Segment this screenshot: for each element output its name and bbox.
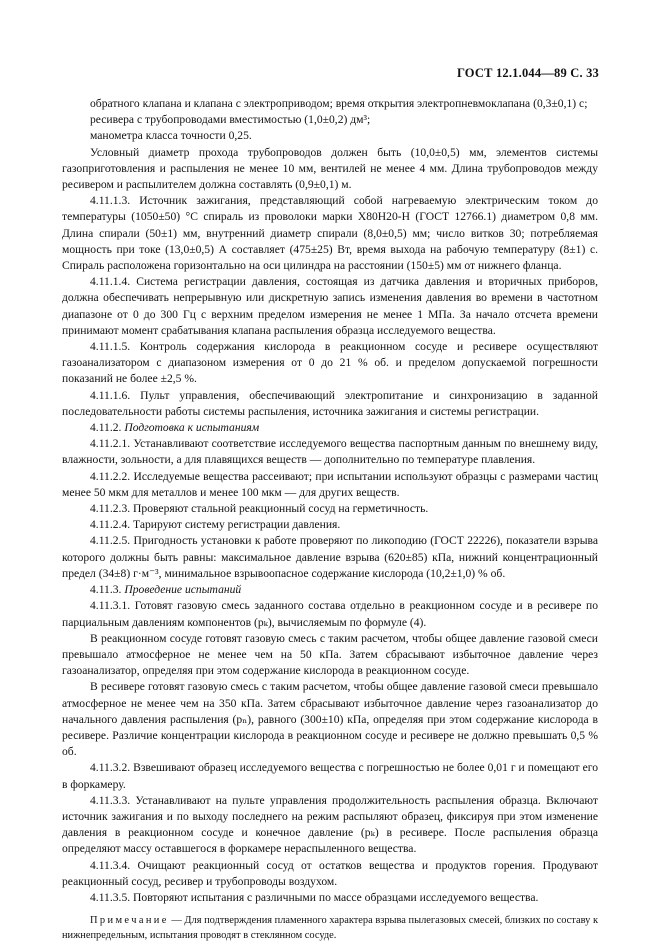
paragraph: 4.11.3.5. Повторяют испытания с различными по массе образцами исследуемого вещества. [90,890,539,904]
paragraph: В ресивере готовят газовую смесь с таким расчетом, чтобы общее давление газовой смеси превышало атмосферное не менее чем на 350 кПа. Затем сбрасывают избыточное давление через газоанализатор до начального давления распыления (pₙ), равного (300±10) кПа, определяя при этом содержание кислорода в ресивере. Различие концентрации кислорода в реакционном сосуде и ресивере не должно превышать 0,5 % об. [62,680,598,759]
paragraph: 4.11.2.5. Пригодность установки к работе проверяют по ликоподию (ГОСТ 22226), показатели взрыва которого должны быть равны: максимальное давление взрыва (620±85) кПа, нижний концентрационный предел (34±8) г·м⁻³, минимальное взрывоопасное содержание кислорода (10,2±1,0) % об. [62,534,598,580]
section-heading: Подготовка к испытаниям [124,421,260,435]
paragraph: В реакционном сосуде готовят газовую смесь с таким расчетом, чтобы общее давление газовой смеси превышало атмосферное не менее чем на 50 кПа. Затем сбрасывают избыточное давление через газоанализатор, определяя при этом содержание кислорода в реакционном сосуде. [62,631,598,678]
paragraph: Условный диаметр прохода трубопроводов должен быть (10,0±0,5) мм, элементов системы газоприготовления и распыления не менее 10 мм, вентилей не менее 4 мм. Длина трубопроводов между ресивером и распылителем должна составлять (0,9±0,1) м. [62,145,598,192]
paragraph: 4.11.1.5. Контроль содержания кислорода в реакционном сосуде и ресивере осуществляют газоанализатором с диапазоном измерения от 0 до 21 % об. и пределом допускаемой погрешности показаний не более ±2,5 %. [62,340,598,386]
document-body [62,96,598,944]
paragraph: манометра класса точности 0,25. [90,129,252,143]
section-heading: Проведение испытаний [124,583,242,597]
paragraph: 4.11.1.4. Система регистрации давления, состоящая из датчика давления и вторичных приборов, должна обеспечивать непрерывную или дискретную запись изменения давления во времени в частотном диапазоне от 0 до 300 Гц с верхним пределом измерения не менее 1 МПа. За начало отсчета времени принимают момент срабатывания клапана распыления образца исследуемого вещества. [62,275,598,337]
paragraph: 4.11.3.4. Очищают реакционный сосуд от остатков вещества и продуктов горения. Продувают реакционный сосуд, ресивер и трубопроводы воздухом. [62,858,598,888]
paragraph [62,582,598,598]
section-number: 4.11.3. [90,583,122,597]
paragraph: 4.11.1.6. Пульт управления, обеспечивающий электропитание и синхронизацию в заданной последовательности работы системы распыления, источника зажигания и системы регистрации. [62,388,598,418]
paragraph: 4.11.2.3. Проверяют стальной реакционный сосуд на герметичность. [90,502,429,516]
paragraph: 4.11.1.3. Источник зажигания, представляющий собой нагреваемую электрическим током до температуры (1050±50) °С спираль из проволоки марки Х80Н20-Н (ГОСТ 12766.1) диаметром 0,8 мм. Длина спирали (50±1) мм, внутренний диаметр спирали (8,0±0,5) мм; число витков 30; потребляемая мощность при токе (13,0±0,5) А составляет (475±25) Вт, время выхода на рабочую температуру (8±1) с. Спираль расположена горизонтально на оси цилиндра на расстоянии (150±5) мм от нижнего фланца. [62,194,598,273]
note-label: Примечание [90,915,169,927]
note [62,914,598,944]
paragraph [62,420,598,436]
paragraph: 4.11.3.3. Устанавливают на пульте управления продолжительность распыления образца. Включают источник зажигания и по выходу последнего на режим распыляют образец, фиксируя при этом изменение давления в реакционном сосуде и конечное давление (pₖ) в ресивере. После распыления образца определяют массу оставшегося в форкамере нераспыленного вещества. [62,793,598,856]
page-header: ГОСТ 12.1.044—89 С. 33 [456,66,599,80]
paragraph: ресивера с трубопроводами вместимостью (1,0±0,2) дм³; [90,113,371,127]
paragraph: 4.11.2.2. Исследуемые вещества рассеивают; при испытании используют образцы с размерами частиц менее 50 мкм для металлов и менее 100 мкм — для других веществ. [62,469,598,499]
paragraph: 4.11.3.1. Готовят газовую смесь заданного состава отдельно в реакционном сосуде и в ресивере по парциальным давлениям компонентов (pₖ), вычисляемым по формуле (4). [62,599,598,629]
paragraph: обратного клапана и клапана с электроприводом; время открытия электропневмоклапана (0,3±0,1) с; [90,97,588,110]
section-number: 4.11.2. [90,421,122,435]
paragraph: 4.11.2.4. Тарируют систему регистрации давления. [90,518,341,532]
paragraph: 4.11.3.2. Взвешивают образец исследуемого вещества с погрешностью не более 0,01 г и помещают его в форкамеру. [62,761,598,791]
paragraph: 4.11.2.1. Устанавливают соответствие исследуемого вещества паспортным данным по внешнему виду, влажности, зольности, а для плавящихся веществ — дополнительно по температуре плавления. [62,437,598,467]
note-text: — Для подтверждения пламенного характера взрыва пылегазовых смесей, близких по составу к нижнепредельным, испытания проводят в стеклянном сосуде. [62,915,598,941]
